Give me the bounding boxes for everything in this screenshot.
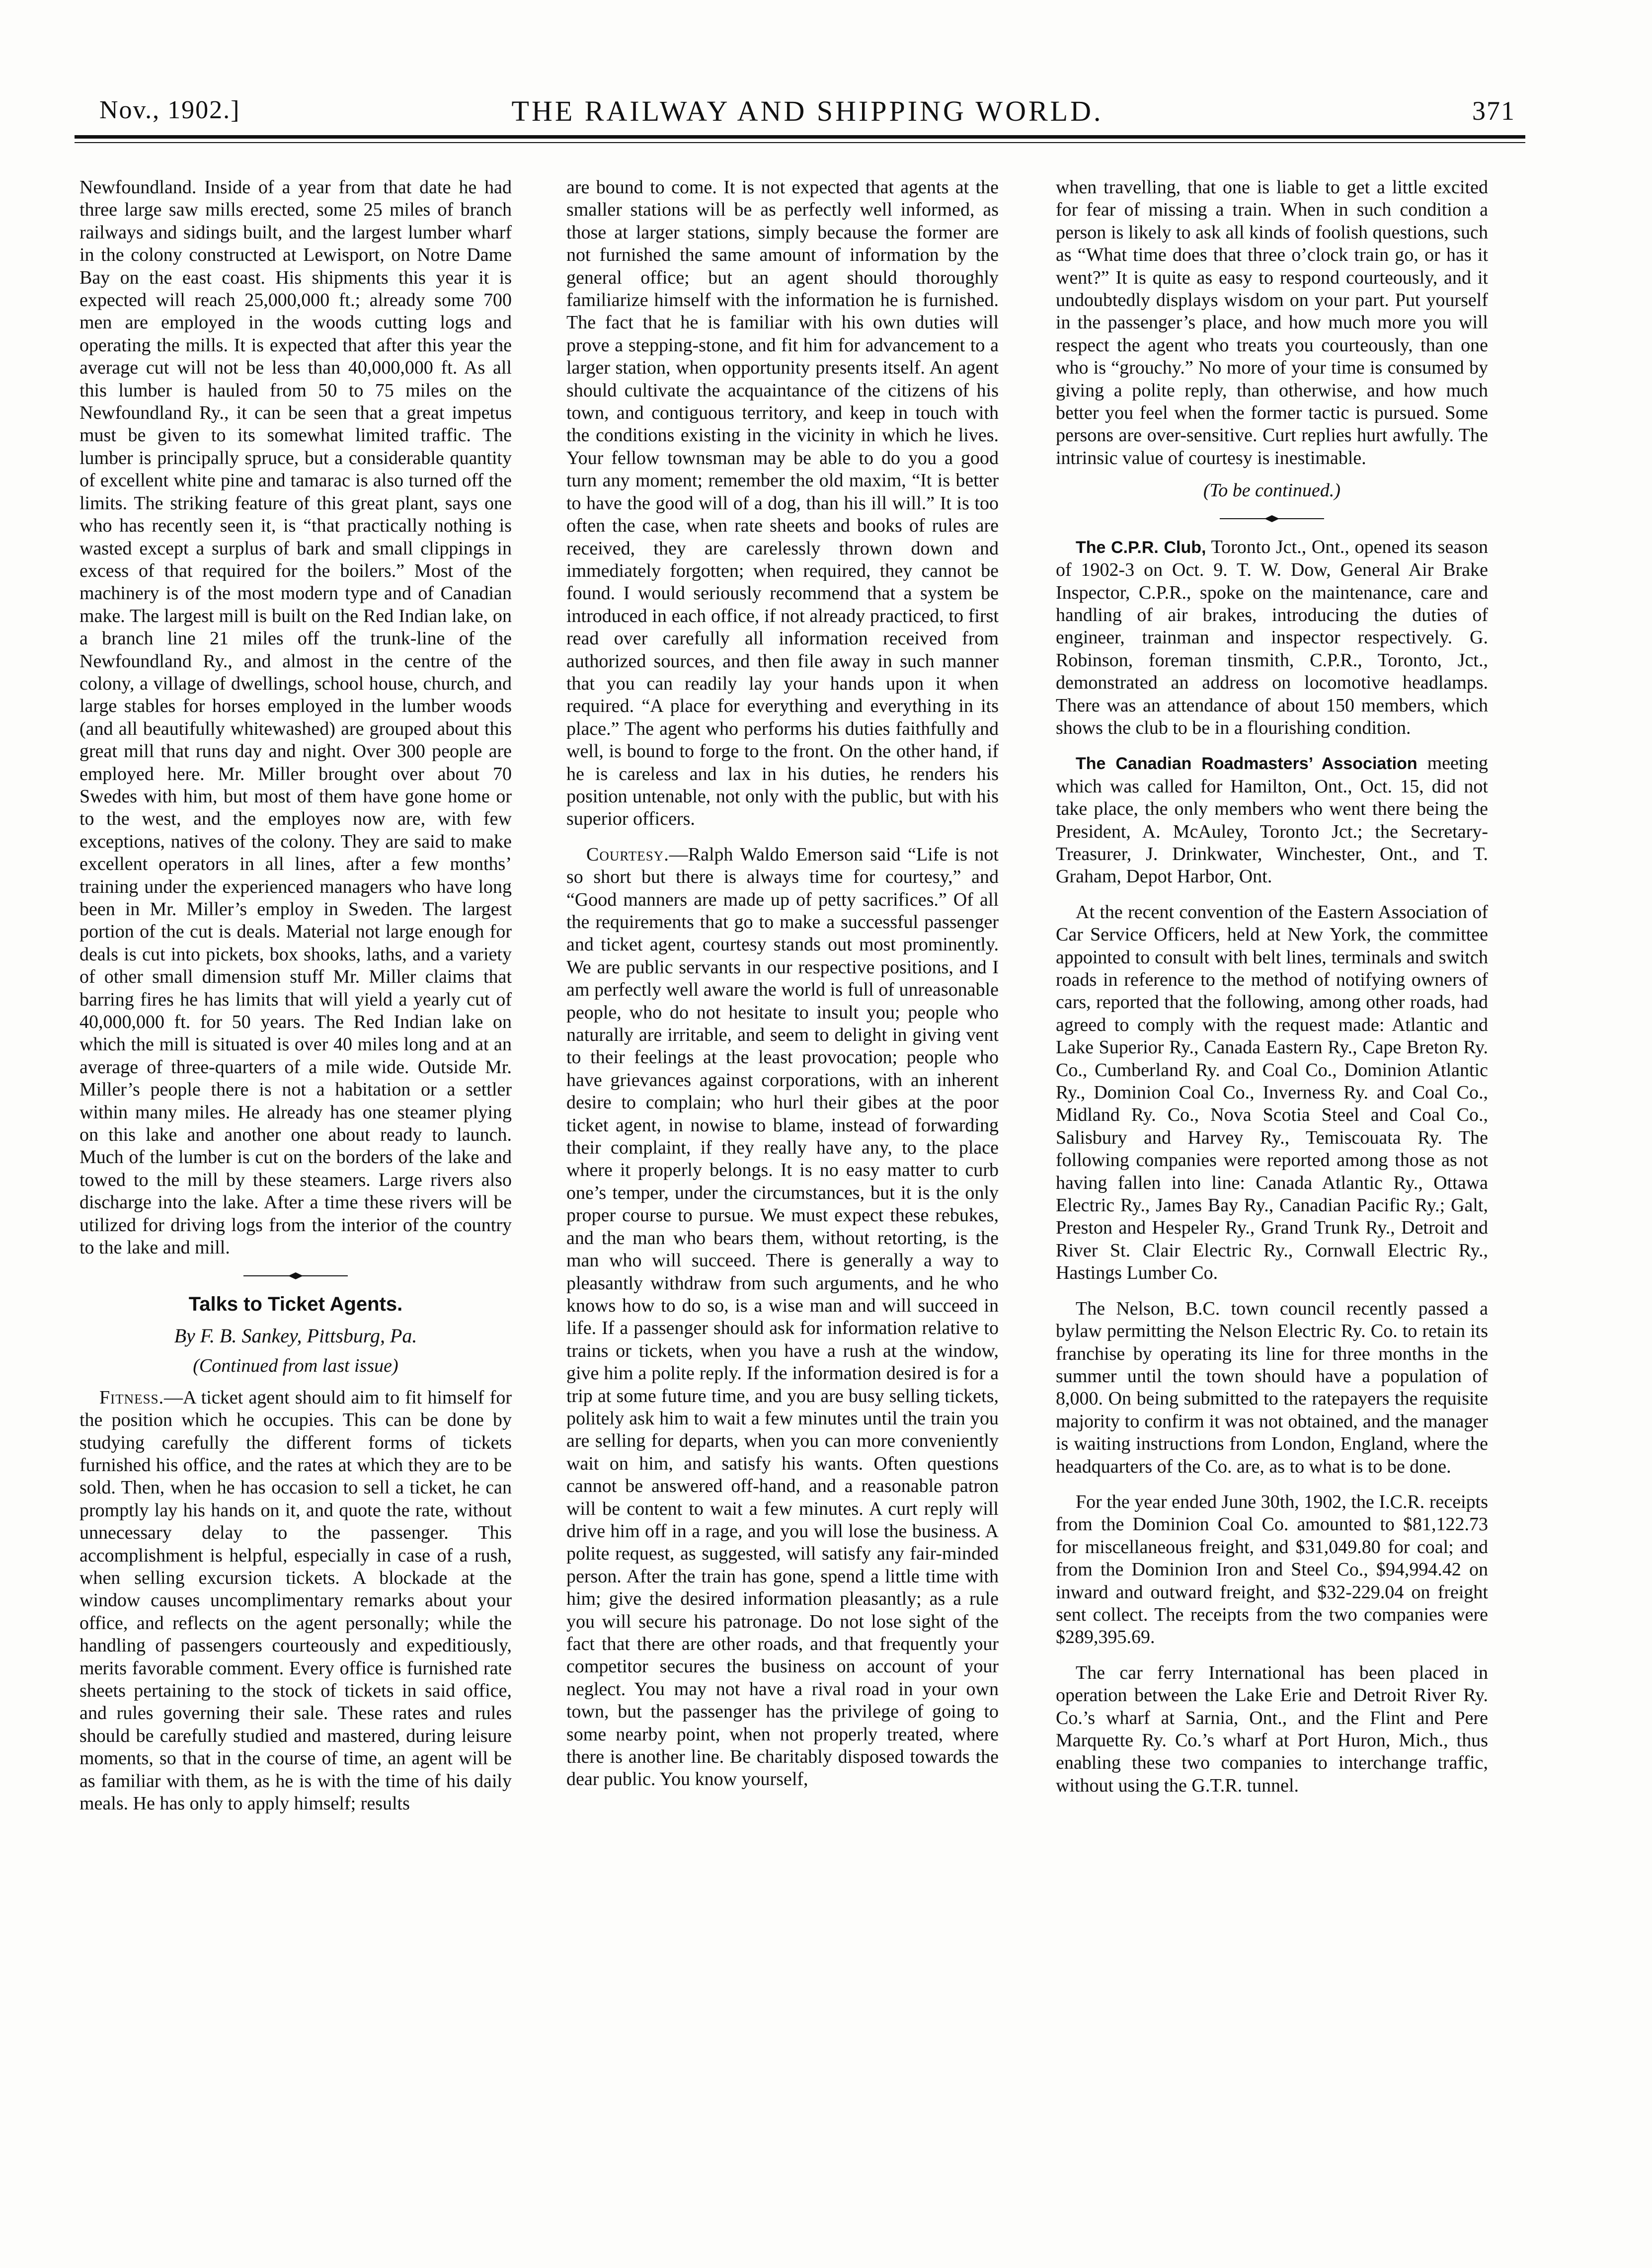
- news-cpr-club: [1056, 536, 1488, 740]
- column-right: [1056, 176, 1488, 1797]
- page-number: 371: [1472, 96, 1515, 126]
- continued-note: (Continued from last issue): [193, 1355, 398, 1377]
- news-icr-receipts: For the year ended June 30th, 1902, the I.C.R. receipts from the Dominion Coal Co. amounted to $81,122.73 for miscellaneous freight, and $31,049.80 for coal; and from the Dominion Iron and Steel Co., $94,994.42 on inward and outward freight, and $32-229.04 on freight sent collect. The receipts from the two companies were $289,395.69.: [1056, 1491, 1488, 1648]
- courtesy-label: Courtesy.: [586, 844, 669, 865]
- article-byline: By F. B. Sankey, Pittsburg, Pa.: [174, 1324, 417, 1347]
- roadmasters-label: The Canadian Roadmasters’ Association: [1076, 754, 1417, 774]
- news-car-ferry: The car ferry International has been placed in operation between the Lake Erie and Detroit River Ry. Co.’s wharf at Sarnia, Ont., and the Flint and Pere Marquette Ry. Co.’s wharf at Port Huron, Mich., thus enabling these two companies to interchange traffic, without using the G.T.R. tunnel.: [1056, 1662, 1488, 1796]
- news-car-service-officers: At the recent convention of the Eastern Association of Car Service Officers, held at New York, the committee appointed to consult with belt lines, terminals and switch roads in reference to the method of notifying owners of cars, reported that the following, among other roads, had agreed to comply with the request made: Atlantic and Lake Superior Ry., Canada Eastern Ry., Cape Breton Ry. Co., Cumberland Ry. and Coal Co., Dominion Atlantic Ry., Dominion Coal Co., Inverness Ry. and Coal Co., Midland Ry. Co., Nova Scotia Steel and Coal Co., Salisbury and Harvey Ry., Temiscouata Ry. The following companies were reported among those as not having fallen into line: Canada Atlantic Ry., Ottawa Electric Ry., James Bay Ry., Canadian Pacific Ry.; Galt, Preston and Hespeler Ry., Grand Trunk Ry., Detroit and River St. Clair Electric Ry., Cornwall Electric Ry., Hastings Lumber Co.: [1056, 901, 1488, 1284]
- issue-date: Nov., 1902.]: [99, 96, 240, 124]
- section-divider: [1220, 514, 1324, 523]
- section-divider: [243, 1271, 348, 1280]
- cpr-club-text: Toronto Jct., Ont., opened its season of 1902-3 on Oct. 9. T. W. Dow, General Air Brake Inspector, C.P.R., spoke on the maintenance, care and handling of air brakes, introducing the duties of engineer, trainman and inspector respectively. G. Robinson, foreman tinsmith, C.P.R., Toronto, Jct., demonstrated an address on locomotive headlamps. There was an attendance of about 150 members, which shows the club to be in a flourishing condition.: [1056, 536, 1488, 738]
- news-roadmasters-association: [1056, 752, 1488, 888]
- header-rule-thick: [75, 135, 1525, 139]
- roadmasters-text: meeting which was called for Hamilton, Ont., Oct. 15, did not take place, the only members who went there being the President, A. McAuley, Toronto Jct.; the Secretary-Treasurer, J. Drinkwater, Winchester, Ont., and T. Graham, Depot Harbor, Ont.: [1056, 753, 1489, 887]
- fitness-text: —A ticket agent should aim to fit himself for the position which he occupies. This can be done by studying carefully the different forms of tickets furnished his office, and the rates at which they are to be sold. Then, when he has occasion to sell a ticket, he can promptly lay his hands on it, and quote the rate, without unnecessary delay to the passenger. This accomplishment is helpful, especially in case of a rush, when selling excursion tickets. A blockade at the window causes uncomplimentary remarks about your office, and reflects on the agent personally; while the handling of passengers courteously and expeditiously, merits favorable comment. Every office is furnished rate sheets pertaining to the stock of tickets in said office, and rules governing their sale. These rates and rules should be carefully studied and mastered, during leisure moments, so that in the course of time, an agent will be as familiar with them, as he is with the time of his daily meals. He has only to apply himself; results: [79, 1387, 512, 1814]
- running-header: [94, 75, 1520, 134]
- header-rule-thin: [75, 142, 1525, 143]
- cpr-club-label: The C.P.R. Club,: [1076, 538, 1206, 557]
- paragraph-agent-knowledge: are bound to come. It is not expected that agents at the smaller stations will be as perfectly well informed, as those at larger stations, simply because the former are not furnished the same amount of information by the general office; but an agent should thoroughly familiarize himself with the information he is furnished. The fact that he is familiar with his own duties will prove a stepping-stone, and fit him for advancement to a larger station, when opportunity presents itself. An agent should cultivate the acquaintance of the citizens of his town, and contiguous territory, and keep in touch with the conditions existing in the vicinity in which he lives. Your fellow townsman may be able to do you a good turn any moment; remember the old maxim, “It is better to have the good will of a dog, than his ill will.” It is too often the case, when rate sheets and books of rules are received, they are carelessly thrown down and immediately forgotten; when required, they cannot be found. I would seriously recommend that a system be introduced in each office, if not already practiced, to first read over carefully all information received from authorized sources, and then file away in such manner that you can readily lay your hands upon it when required. “A place for everything and everything in its place.” The agent who performs his duties faithfully and well, is bound to forge to the front. On the other hand, if he is careless and lax in his duties, he renders his position untenable, not only with the public, but with his superior officers.: [566, 177, 999, 830]
- fitness-label: Fitness.: [99, 1387, 164, 1408]
- publication-title: THE RAILWAY AND SHIPPING WORLD.: [511, 95, 1103, 127]
- column-middle: [566, 176, 999, 1791]
- to-be-continued-note: (To be continued.): [1203, 480, 1341, 501]
- courtesy-text: —Ralph Waldo Emerson said “Life is not so short but there is always time for courtesy,” and “Good manners are made up of petty sacrifices.” Of all the requirements that go to make a successful passenger and ticket agent, courtesy stands out most prominently. We are public servants in our respective positions, and I am perfectly well aware the world is full of unreasonable people, who do not hesitate to insult you; people who naturally are irritable, and seem to delight in giving vent to their feelings at the least provocation; people who have grievances against corporations, with an inherent desire to complain; who hurl their gibes at the poor ticket agent, in nowise to blame, instead of forwarding their complaint, if they really have any, to the place where it properly belongs. It is no easy matter to curb one’s temper, under the circumstances, but it is the only proper course to pursue. We must expect these rebukes, and the man who bears them, without retorting, is the man who will succeed. There is generally a way to pleasantly withdraw from such arguments, and he who knows how to do so, is a wise man and will succeed in life. If a passenger should ask for information relative to trains or tickets, when you have a rush at the window, give him a polite reply. If the information desired is for a trip at some future time, and you are busy selling tickets, politely ask him to wait a few minutes until the train you are selling for departs, when you can more conveniently wait on him, and satisfy his wants. Often questions cannot be answered off-hand, and a reasonable patron will be content to wait a few minutes. A curt reply will drive him off in a rage, and you will lose the business. A polite request, as suggested, will satisfy any fair-minded person. After the train has gone, spend a little time with him; give the desired information pleasantly; as a rule you will secure his patronage. Do not lose sight of the fact that there are other roads, and that frequently your competitor secures the business on account of your neglect. You may not have a rival road in your own town, but the passenger has the privilege of going to some nearby point, when not properly treated, where there is another line. Be charitably disposed towards the dear public. You know yourself,: [566, 844, 999, 1790]
- article-newfoundland-lumber: Newfoundland. Inside of a year from that date he had three large saw mills erected, some 25 miles of branch railways and sidings built, and the largest lumber wharf in the colony constructed at Lewisport, on Notre Dame Bay on the east coast. His shipments this year it is expected will reach 25,000,000 ft.; already some 700 men are employed in the woods cutting logs and operating the mills. It is expected that after this year the average cut will not be less than 40,000,000 ft. As all this lumber is hauled from 50 to 75 miles on the Newfoundland Ry., it can be seen that a great impetus must be given to its somewhat limited traffic. The lumber is principally spruce, but a considerable quantity of excellent white pine and tamarac is also turned off the limits. The striking feature of this great plant, says one who has recently seen it, is “that practically nothing is wasted except a surplus of bark and small clippings in excess of that required for the boilers.” Most of the machinery is of the most modern type and of Canadian make. The largest mill is built on the Red Indian lake, on a branch line 21 miles off the trunk-line of the Newfoundland Ry., and almost in the centre of the colony, a village of dwellings, school house, church, and large stables for horses employed in the lumber woods (and all beautifully whitewashed) are grouped about this great mill that runs day and night. Over 300 people are employed here. Mr. Miller brought over about 70 Swedes with him, but most of them have gone home or to the west, and the employes now are, with few exceptions, natives of the colony. They are said to make excellent operators in all lines, after a few months’ training under the experienced managers who have long been in Mr. Miller’s employ in Sweden. The largest portion of the cut is deals. Material not large enough for deals is cut into pickets, box shooks, laths, and a variety of other small dimension stuff Mr. Miller claims that barring fires he has limits that will yield a yearly cut of 40,000,000 ft. for 50 years. The Red Indian lake on which the mill is situated is over 40 miles long and at an average of three-quarters of a mile wide. Outside Mr. Miller’s people there is not a habitation or a settler within many miles. He already has one steamer plying on this lake and another one about ready to launch. Much of the lumber is cut on the borders of the lake and towed to the mill by these steamers. Large rivers also discharge into the lake. After a time these rivers will be utilized for driving logs from the interior of the country to the lake and mill.: [79, 177, 512, 1258]
- article-heading-ticket-agents: Talks to Ticket Agents.: [188, 1293, 403, 1315]
- column-left: [79, 176, 512, 1815]
- paragraph-fitness: [79, 1387, 512, 1815]
- paragraph-courtesy: [566, 844, 999, 1791]
- paragraph-travelling: when travelling, that one is liable to get a little excited for fear of missing a train. When in such condition a person is likely to ask all kinds of foolish questions, such as “What time does that three o’clock train go, or has it went?” It is quite as easy to respond courteously, and it undoubtedly displays wisdom on your part. Put yourself in the passenger’s place, and how much more you will respect the agent who treats you courteously, than one who is “grouchy.” No more of your time is consumed by giving a polite reply, than otherwise, and how much better you feel when the former tactic is pursued. Some persons are over-sensitive. Curt replies hurt awfully. The intrinsic value of courtesy is inestimable.: [1056, 177, 1488, 469]
- news-nelson-bylaw: The Nelson, B.C. town council recently passed a bylaw permitting the Nelson Electric Ry. Co. to retain its franchise by operating its line for three months in the summer until the town should have a population of 8,000. On being submitted to the ratepayers the requisite majority to confirm it was not obtained, and the manager is waiting instructions from London, England, where the headquarters of the Co. are, as to what is to be done.: [1056, 1298, 1488, 1477]
